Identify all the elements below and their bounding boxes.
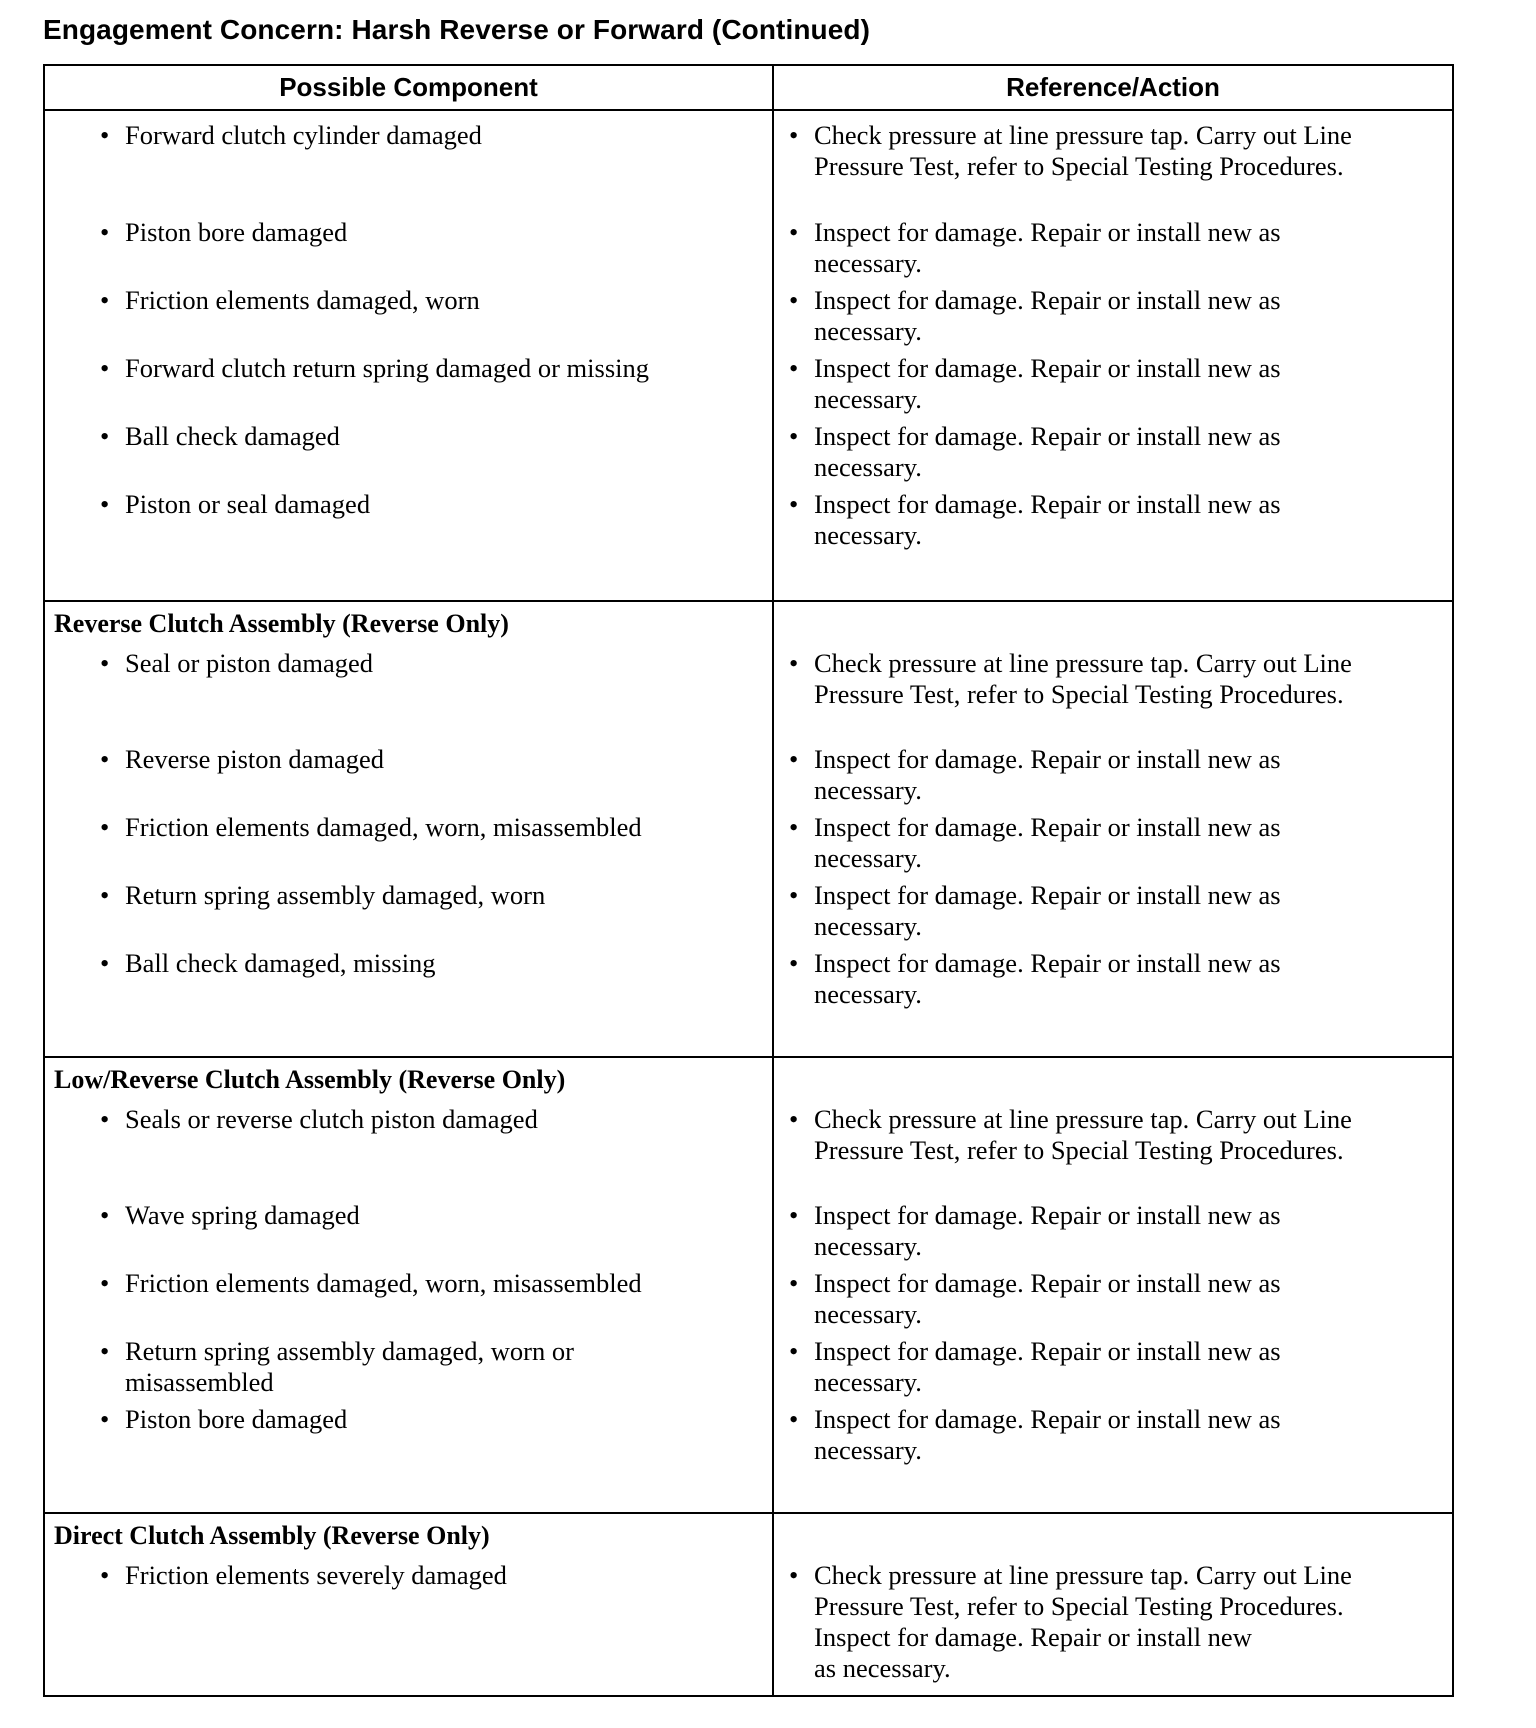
action-item-line: necessary. [814,520,922,550]
action-item-line: Pressure Test, refer to Special Testing Procedures. [814,1591,1344,1621]
component-item [100,948,436,979]
component-item [100,1560,507,1591]
component-item [100,120,482,151]
page-title: Engagement Concern: Harsh Reverse or Forward (Continued) [43,14,871,45]
action-item [789,648,1352,710]
bullet-icon: • [789,1104,799,1134]
bullet-icon: • [789,217,799,247]
action-item [789,353,1281,415]
bullet-icon: • [789,1268,799,1298]
action-item [789,812,1281,874]
component-item [100,285,480,316]
component-item-line: Ball check damaged, missing [125,948,436,978]
bullet-icon: • [100,648,110,678]
component-item-line: Piston bore damaged [125,1404,348,1434]
section-heading: Reverse Clutch Assembly (Reverse Only) [54,609,509,638]
component-item [100,1336,574,1398]
action-item-line: Inspect for damage. Repair or install new as [814,1404,1281,1434]
component-item [100,489,370,520]
component-item-line: Piston or seal damaged [125,489,371,519]
action-item [789,880,1281,942]
bullet-icon: • [789,1200,799,1230]
action-item-line: as necessary. [814,1653,951,1683]
component-item-line: Forward clutch cylinder damaged [125,120,482,150]
bullet-icon: • [100,812,110,842]
bullet-icon: • [789,948,799,978]
bullet-icon: • [100,1336,110,1366]
table-section [45,111,1452,602]
bullet-icon: • [789,285,799,315]
component-item-line: Return spring assembly damaged, worn or [125,1336,574,1366]
action-item-line: necessary. [814,248,922,278]
component-item-line: Friction elements damaged, worn, misassembled [125,812,642,842]
action-item [789,744,1281,806]
action-item-line: necessary. [814,1231,922,1261]
table-section [45,602,1452,1058]
bullet-icon: • [789,353,799,383]
action-item-line: necessary. [814,1367,922,1397]
section-heading: Low/Reverse Clutch Assembly (Reverse Only) [54,1065,566,1094]
action-item-line: Inspect for damage. Repair or install new as [814,744,1281,774]
action-item-line: Inspect for damage. Repair or install new as [814,489,1281,519]
action-item [789,285,1281,347]
action-item [789,1268,1281,1330]
bullet-icon: • [100,1200,110,1230]
action-item-line: Inspect for damage. Repair or install new as [814,1268,1281,1298]
action-item [789,120,1352,182]
component-item-line: Return spring assembly damaged, worn [125,880,546,910]
action-item-line: Check pressure at line pressure tap. Carry out Line [814,1560,1352,1590]
action-item-line: necessary. [814,1299,922,1329]
action-item-line: Inspect for damage. Repair or install new [814,1622,1252,1652]
component-item [100,421,340,452]
component-item-line: misassembled [125,1367,274,1397]
diagnosis-table [43,64,1454,1697]
action-item [789,489,1281,551]
component-item [100,353,649,384]
component-item [100,648,373,679]
action-item-line: necessary. [814,843,922,873]
bullet-icon: • [789,1336,799,1366]
action-item [789,1404,1281,1466]
action-item-line: Check pressure at line pressure tap. Carry out Line [814,648,1352,678]
action-item-line: Inspect for damage. Repair or install new as [814,285,1281,315]
bullet-icon: • [100,120,110,150]
action-item [789,421,1281,483]
action-item-line: necessary. [814,384,922,414]
action-item [789,1200,1281,1262]
table-header-row [45,66,1452,111]
bullet-icon: • [100,489,110,519]
action-item-line: Pressure Test, refer to Special Testing Procedures. [814,679,1344,709]
table-section [45,1514,1452,1695]
action-item-line: necessary. [814,1435,922,1465]
component-item [100,744,384,775]
bullet-icon: • [100,744,110,774]
bullet-icon: • [100,1404,110,1434]
component-item-line: Ball check damaged [125,421,340,451]
bullet-icon: • [789,120,799,150]
bullet-icon: • [100,1268,110,1298]
action-item-line: Inspect for damage. Repair or install new as [814,421,1281,451]
component-item [100,812,642,843]
action-item-line: Inspect for damage. Repair or install new as [814,812,1281,842]
component-item [100,880,545,911]
action-item [789,1560,1352,1684]
bullet-icon: • [789,744,799,774]
action-item-line: necessary. [814,911,922,941]
bullet-icon: • [789,489,799,519]
component-item [100,1404,347,1435]
action-item-line: necessary. [814,979,922,1009]
action-item-line: necessary. [814,452,922,482]
bullet-icon: • [100,285,110,315]
action-item-line: Inspect for damage. Repair or install new as [814,1200,1281,1230]
column-header-reference-action: Reference/Action [1006,72,1220,102]
component-item [100,217,347,248]
component-item-line: Seal or piston damaged [125,648,374,678]
component-item-line: Reverse piston damaged [125,744,385,774]
component-item [100,1200,360,1231]
action-item-line: Inspect for damage. Repair or install new as [814,1336,1281,1366]
bullet-icon: • [789,421,799,451]
bullet-icon: • [100,880,110,910]
bullet-icon: • [100,1560,110,1590]
component-item-line: Piston bore damaged [125,217,348,247]
action-item-line: Inspect for damage. Repair or install new as [814,353,1281,383]
component-item-line: Friction elements damaged, worn [125,285,480,315]
section-heading: Direct Clutch Assembly (Reverse Only) [54,1521,490,1550]
component-item-line: Wave spring damaged [125,1200,360,1230]
bullet-icon: • [100,1104,110,1134]
component-item-line: Forward clutch return spring damaged or missing [125,353,649,383]
component-item [100,1104,538,1135]
table-section [45,1058,1452,1514]
action-item-line: necessary. [814,316,922,346]
bullet-icon: • [789,648,799,678]
action-item-line: necessary. [814,775,922,805]
bullet-icon: • [789,1560,799,1590]
action-item-line: Pressure Test, refer to Special Testing Procedures. [814,151,1344,181]
action-item [789,1336,1281,1398]
action-item-line: Inspect for damage. Repair or install new as [814,948,1281,978]
component-item-line: Friction elements severely damaged [125,1560,507,1590]
bullet-icon: • [789,812,799,842]
action-item-line: Pressure Test, refer to Special Testing Procedures. [814,1135,1344,1165]
action-item [789,217,1281,279]
action-item-line: Inspect for damage. Repair or install new as [814,880,1281,910]
component-item-line: Friction elements damaged, worn, misassembled [125,1268,642,1298]
action-item-line: Check pressure at line pressure tap. Carry out Line [814,120,1352,150]
bullet-icon: • [789,880,799,910]
bullet-icon: • [100,948,110,978]
bullet-icon: • [100,217,110,247]
column-header-possible-component: Possible Component [45,66,774,109]
bullet-icon: • [100,421,110,451]
component-item-line: Seals or reverse clutch piston damaged [125,1104,538,1134]
table-body [45,111,1452,1695]
action-item-line: Inspect for damage. Repair or install new as [814,217,1281,247]
component-item [100,1268,642,1299]
action-item [789,948,1281,1010]
bullet-icon: • [100,353,110,383]
bullet-icon: • [789,1404,799,1434]
action-item [789,1104,1352,1166]
action-item-line: Check pressure at line pressure tap. Carry out Line [814,1104,1352,1134]
